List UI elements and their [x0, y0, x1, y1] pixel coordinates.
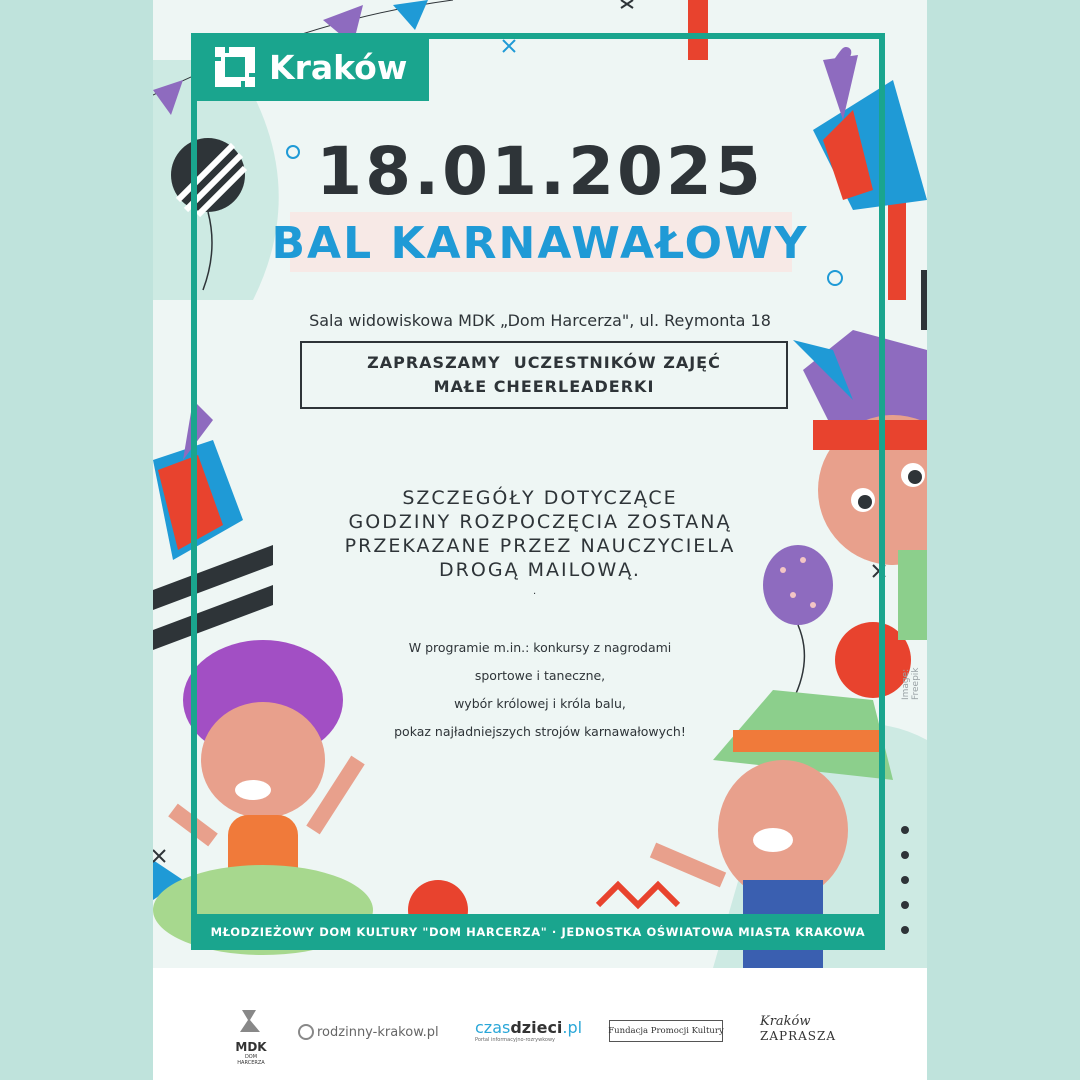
czas-logo-part: czas — [475, 1018, 511, 1037]
krakow-logo-icon — [213, 45, 257, 89]
program-line: W programie m.in.: konkursy z nagrodami — [408, 640, 672, 655]
sponsor-band — [153, 968, 927, 1080]
krakow-script-text: Kraków — [760, 1014, 811, 1029]
bunting-flag — [393, 0, 428, 30]
image-credit: Image: Freepik — [901, 667, 921, 700]
footer-bar — [191, 914, 885, 950]
mdk-logo-icon — [236, 1006, 266, 1036]
details-line: DROGĄ MAILOWĄ. — [439, 559, 641, 581]
mdk-logo-subtext: DOM HARCERZA — [237, 1054, 265, 1066]
fundacja-logo-text: Fundacja Promocji Kultury — [608, 1026, 724, 1036]
krakow-logo-badge — [191, 33, 429, 101]
separator-dot: . — [533, 586, 537, 597]
program-line: wybór królowej i króla balu, — [454, 696, 626, 711]
details-line: PRZEKAZANE PRZEZ NAUCZYCIELA — [344, 535, 736, 557]
details-line: SZCZEGÓŁY DOTYCZĄCE — [402, 487, 678, 509]
footer-text: MŁODZIEŻOWY DOM KULTURY "DOM HARCERZA" · JEDNOSTKA OŚWIATOWA MIASTA KRAKOWA — [210, 925, 866, 939]
invitation-line-2: MAŁE CHEERLEADERKI — [433, 377, 655, 396]
invitation-line-1: ZAPRASZAMY UCZESTNIKÓW ZAJĘĆ — [367, 353, 721, 372]
event-date: 18.01.2025 — [316, 133, 764, 210]
mdk-logo — [231, 1006, 271, 1066]
event-title: BAL KARNAWAŁOWY — [271, 218, 809, 269]
venue-text: Sala widowiskowa MDK „Dom Harcerza", ul. Reymonta 18 — [309, 311, 771, 330]
fundacja-logo — [609, 1020, 723, 1042]
krakow-zaprasza-logo — [760, 1014, 836, 1043]
dzieci-logo-part: dzieci — [510, 1018, 563, 1037]
invitation-box — [300, 341, 788, 409]
pl-logo-part: .pl — [562, 1018, 583, 1037]
program-text — [153, 636, 927, 748]
czas-logo-subtext: Portal informacyjno-rozrywkowy — [475, 1037, 556, 1043]
poster — [153, 0, 927, 1080]
program-line: pokaz najładniejszych strojów karnawałowych! — [394, 724, 686, 739]
rodzinny-logo-icon — [298, 1024, 314, 1040]
zaprasza-text: ZAPRASZA — [760, 1029, 837, 1043]
czas-dzieci-logo — [475, 1018, 582, 1043]
rodzinny-krakow-logo — [298, 1024, 439, 1040]
program-line: sportowe i taneczne, — [474, 668, 606, 683]
krakow-logo-text: Kraków — [269, 47, 408, 87]
details-text — [153, 486, 927, 582]
rodzinny-logo-text: rodzinny-krakow.pl — [317, 1024, 439, 1040]
mdk-logo-text: MDK — [235, 1040, 267, 1054]
details-line: GODZINY ROZPOCZĘCIA ZOSTANĄ — [348, 511, 732, 533]
